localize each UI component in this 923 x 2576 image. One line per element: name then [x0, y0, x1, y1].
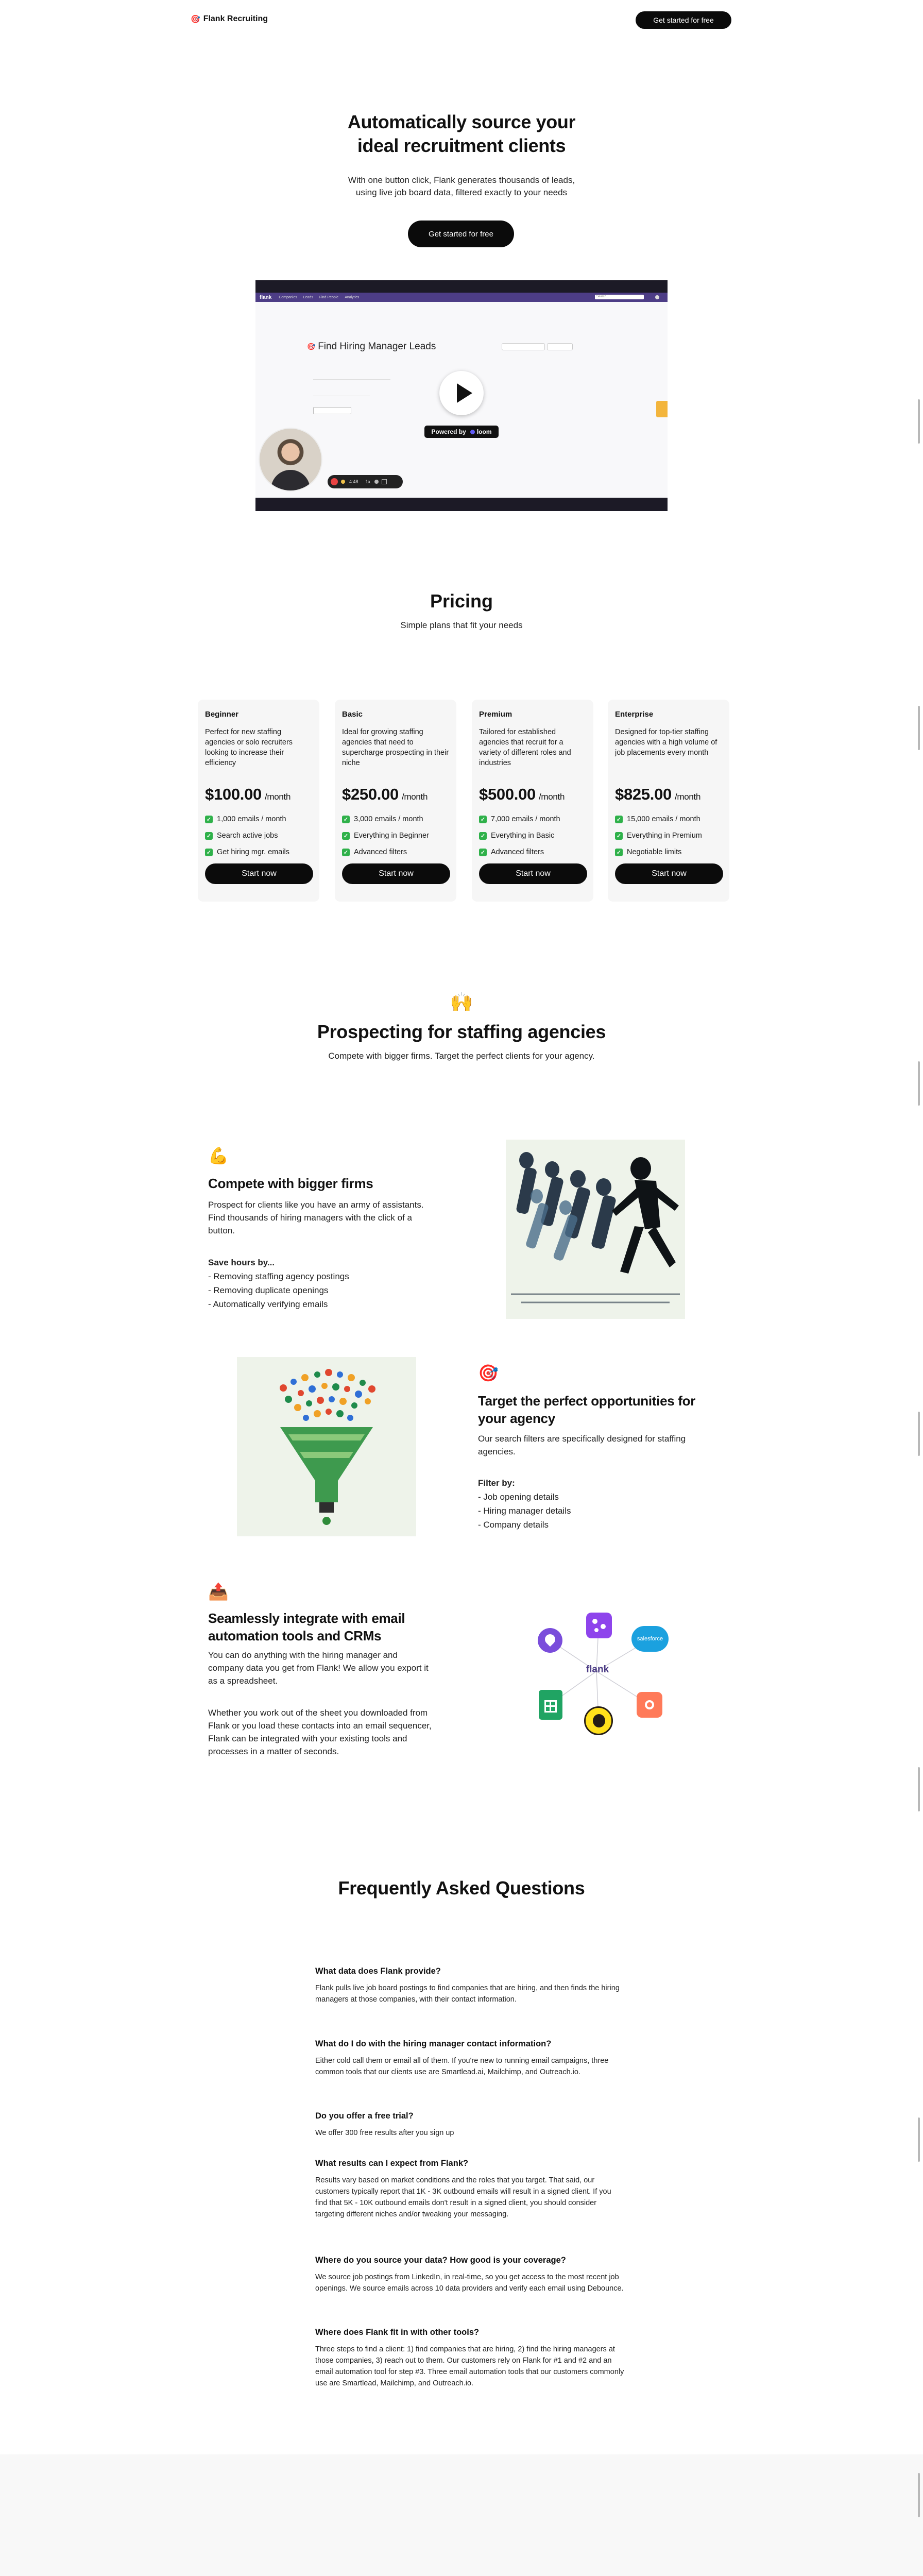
checkmark-icon: ✓ [479, 849, 487, 856]
play-button[interactable] [439, 371, 484, 415]
pricing-card [472, 700, 593, 902]
scroll-indicator [918, 399, 920, 444]
powered-by-label: Powered by [431, 428, 466, 435]
scroll-indicator [918, 1412, 920, 1456]
checkmark-icon: ✓ [479, 832, 487, 840]
video-duration: 4:48 [349, 479, 358, 484]
video-speed[interactable]: 1x [365, 479, 371, 484]
plan-feature-label: 15,000 emails / month [627, 815, 700, 823]
plan-feature [342, 827, 429, 844]
loom-logo-icon [470, 430, 475, 434]
plan-feature [479, 844, 560, 860]
app-nav-companies[interactable]: Companies [279, 295, 297, 299]
feature-target-list-item: - Job opening details [478, 1492, 559, 1502]
checkmark-icon: ✓ [205, 849, 213, 856]
checkmark-icon: ✓ [615, 849, 623, 856]
checkmark-icon: ✓ [342, 816, 350, 823]
outbox-tray-icon: 📤 [208, 1582, 229, 1601]
scroll-indicator [918, 1061, 920, 1106]
faq-title: Frequently Asked Questions [338, 1877, 585, 1899]
checkmark-icon: ✓ [342, 849, 350, 856]
faq-question[interactable]: Where does Flank fit in with other tools? [315, 2328, 480, 2337]
feature-target-list-item: - Company details [478, 1520, 549, 1530]
funnel-illustration [237, 1357, 416, 1536]
loom-brand: loom [476, 428, 492, 435]
plan-name: Beginner [205, 710, 239, 719]
feature-compete-title: Compete with bigger firms [208, 1176, 373, 1191]
plan-name: Basic [342, 710, 363, 719]
powered-by-badge[interactable] [424, 426, 499, 438]
faq-question[interactable]: What do I do with the hiring manager contact information? [315, 2039, 552, 2048]
presenter-webcam [259, 428, 322, 492]
checkmark-icon: ✓ [615, 816, 623, 823]
plan-price: $100.00 [205, 785, 262, 803]
plan-price: $825.00 [615, 785, 672, 803]
video-controls-bar[interactable] [328, 475, 403, 488]
play-icon [439, 371, 484, 415]
faq-answer: We source job postings from LinkedIn, in real-time, so you get access to the most recent job openings. We source emails across 10 data providers and verify each email using Debounce. [315, 2273, 624, 2293]
plan-period: /month [674, 792, 701, 802]
feature-integrate-body: You can do anything with the hiring manager and company data you get from Flank! We allow you export it as a spreadsheet. [208, 1650, 429, 1686]
plan-features [342, 811, 429, 860]
scroll-indicator [918, 2117, 920, 2162]
plan-feature-label: Negotiable limits [627, 848, 682, 856]
feature-compete-list-item: - Removing duplicate openings [208, 1285, 329, 1295]
plan-feature [615, 811, 702, 827]
feature-integrate-body-2: Whether you work out of the sheet you downloaded from Flank or you load these contacts into an email sequencer, Flank can be integrated with your existing tools and processes in a matter of seconds. [208, 1708, 432, 1756]
plan-feature-label: 1,000 emails / month [217, 815, 286, 823]
plan-feature-label: Search active jobs [217, 832, 278, 840]
app-nav-logo: flank [260, 294, 272, 300]
settings-icon[interactable] [374, 480, 379, 484]
hero-subtitle [0, 174, 923, 199]
app-page-title-row [307, 341, 436, 352]
plan-period: /month [264, 792, 291, 802]
record-icon[interactable] [331, 478, 338, 485]
feature-compete-list-title: Save hours by... [208, 1258, 275, 1267]
nav-get-started-button[interactable]: Get started for free [636, 11, 731, 29]
footer-cta-section [0, 2454, 923, 2576]
start-now-button[interactable]: Start now [479, 863, 587, 884]
hero-subtitle-line-2: using live job board data, filtered exactly to your needs [355, 188, 568, 197]
app-filter-chip[interactable] [502, 343, 545, 350]
running-crowd-image [506, 1140, 685, 1319]
plan-feature [479, 811, 560, 827]
flexed-biceps-icon: 💪 [208, 1146, 229, 1165]
plan-price: $250.00 [342, 785, 399, 803]
plan-feature-label: Advanced filters [491, 848, 544, 856]
pricing-card [335, 700, 456, 902]
feature-target-body: Our search filters are specifically designed for staffing agencies. [478, 1434, 686, 1456]
plan-feature [342, 844, 429, 860]
target-icon: 🎯 [307, 343, 316, 350]
feature-target-list-item: - Hiring manager details [478, 1506, 571, 1516]
plan-feature [479, 827, 560, 844]
pricing-title: Pricing [430, 590, 493, 612]
feature-compete-body: Prospect for clients like you have an army of assistants. Find thousands of hiring managers with the click of a button. [208, 1200, 424, 1235]
pricing-card [198, 700, 319, 902]
plan-price-row [205, 785, 290, 804]
plan-features [205, 811, 289, 860]
direct-hit-icon: 🎯 [478, 1364, 499, 1382]
scroll-indicator [918, 1767, 920, 1811]
funnel-image [237, 1357, 416, 1536]
feature-target-list-title: Filter by: [478, 1478, 515, 1488]
plan-feature [205, 844, 289, 860]
hero-title-line-1: Automatically source your [347, 111, 576, 132]
app-nav-analytics[interactable]: Analytics [345, 295, 360, 299]
feature-target-title: Target the perfect opportunities for your agency [478, 1393, 696, 1426]
plan-features [615, 811, 702, 860]
plan-description: Designed for top-tier staffing agencies with a high volume of job placements every month [615, 728, 717, 757]
faq-answer: Results vary based on market conditions and the roles that you target. That said, our customers typically report that 1K - 3K outbound emails will result in a signed client. If you find that 5K - 10K outbound emails don't result in a signed client, you should consider targeting different niches and/or tweaking your messaging. [315, 2176, 611, 2218]
checkmark-icon: ✓ [205, 816, 213, 823]
plan-feature [615, 844, 702, 860]
mailchimp-logo-icon [584, 1706, 613, 1735]
hero-title-line-2: ideal recruitment clients [357, 135, 566, 156]
plan-description: Tailored for established agencies that recruit for a variety of different roles and industries [479, 728, 571, 767]
loops-logo-icon [538, 1628, 562, 1653]
raised-hands-icon: 🙌 [450, 991, 473, 1012]
plan-feature-label: Everything in Basic [491, 832, 555, 840]
emoji-icon[interactable] [341, 480, 345, 484]
start-now-button[interactable]: Start now [342, 863, 450, 884]
make-logo-icon [586, 1613, 612, 1638]
checkmark-icon: ✓ [342, 832, 350, 840]
plan-period: /month [401, 792, 428, 802]
plan-period: /month [538, 792, 565, 802]
app-form-field[interactable] [313, 372, 390, 380]
demo-video[interactable] [255, 280, 668, 511]
start-now-button[interactable]: Start now [205, 863, 313, 884]
salesforce-logo-icon [631, 1626, 669, 1652]
faq-question[interactable]: Do you offer a free trial? [315, 2111, 414, 2121]
plan-price: $500.00 [479, 785, 536, 803]
plan-feature [205, 811, 289, 827]
plan-price-row [479, 785, 565, 804]
plan-feature-label: Everything in Premium [627, 832, 702, 840]
app-form-select[interactable] [313, 407, 351, 414]
plan-price-row [342, 785, 428, 804]
faq-answer: Flank pulls live job board postings to find companies that are hiring, and then finds the hiring managers at those companies, with their contact information. [315, 1984, 620, 2004]
app-filter-chip[interactable] [547, 343, 573, 350]
app-nav-leads[interactable]: Leads [303, 295, 313, 299]
faq-answer: We offer 300 free results after you sign up [315, 2129, 454, 2137]
presenter-body [271, 470, 310, 492]
integrations-diagram [523, 1603, 678, 1745]
app-nav-find-people[interactable]: Find People [319, 295, 339, 299]
plan-price-row [615, 785, 700, 804]
plan-feature-label: Get hiring mgr. emails [217, 848, 290, 856]
plan-description: Ideal for growing staffing agencies that need to supercharge prospecting in their niche [342, 728, 449, 767]
app-search-input[interactable]: Search... [595, 295, 644, 299]
app-form-field[interactable] [313, 388, 370, 396]
plan-name: Premium [479, 710, 512, 719]
prospecting-title: Prospecting for staffing agencies [317, 1021, 606, 1042]
google-sheets-logo-icon [539, 1690, 562, 1720]
salesforce-label: salesforce [637, 1636, 663, 1642]
running-crowd-illustration [506, 1140, 685, 1319]
integration-hub-label: flank [586, 1664, 609, 1675]
plan-feature-label: 7,000 emails / month [491, 815, 560, 823]
brand-name: Flank Recruiting [203, 14, 268, 23]
app-navbar [255, 293, 668, 302]
plan-description: Perfect for new staffing agencies or solo recruiters looking to increase their efficiency [205, 728, 293, 767]
feature-integrate-title: Seamlessly integrate with email automation tools and CRMs [208, 1611, 405, 1643]
fullscreen-icon[interactable] [382, 479, 387, 484]
plan-name: Enterprise [615, 710, 654, 719]
plan-feature [342, 811, 429, 827]
prospecting-subtitle: Compete with bigger firms. Target the perfect clients for your agency. [328, 1051, 595, 1061]
checkmark-icon: ✓ [479, 816, 487, 823]
checkmark-icon: ✓ [615, 832, 623, 840]
pricing-subtitle: Simple plans that fit your needs [400, 620, 523, 630]
faq-answer: Either cold call them or email all of them. If you're new to running email campaigns, three common tools that our clients use are Smartlead.ai, Mailchimp, and Outreach.io. [315, 2057, 609, 2076]
plan-feature-label: Everything in Beginner [354, 832, 429, 840]
pricing-card [608, 700, 729, 902]
faq-question[interactable]: Where do you source your data? How good is your coverage? [315, 2256, 566, 2265]
checkmark-icon: ✓ [205, 832, 213, 840]
app-page-title: Find Hiring Manager Leads [318, 341, 436, 352]
feature-compete-list-item: - Removing staffing agency postings [208, 1272, 349, 1281]
feature-compete-list-item: - Automatically verifying emails [208, 1299, 328, 1309]
plan-feature [205, 827, 289, 844]
hero-get-started-button[interactable]: Get started for free [408, 221, 514, 247]
faq-question[interactable]: What data does Flank provide? [315, 1967, 441, 1976]
plan-feature-label: Advanced filters [354, 848, 407, 856]
faq-answer: Three steps to find a client: 1) find companies that are hiring, 2) find the hiring managers at those companies, 3) reach out to them. Our customers rely on Flank for #1 and #2 and an email automation tool for step #3. Three email automation tools that our customers commonly use are Smartlead, Mailchimp, and Outreach.io. [315, 2345, 624, 2387]
scroll-indicator [918, 706, 920, 750]
plan-feature [615, 827, 702, 844]
plan-feature-label: 3,000 emails / month [354, 815, 423, 823]
brand-logo[interactable] [191, 14, 268, 24]
app-settings-icon[interactable] [655, 295, 659, 299]
scroll-indicator [918, 2473, 920, 2517]
start-now-button[interactable]: Start now [615, 863, 723, 884]
faq-question[interactable]: What results can I expect from Flank? [315, 2159, 469, 2168]
hero-subtitle-line-1: With one button click, Flank generates thousands of leads, [348, 175, 575, 185]
hero-title [0, 110, 923, 158]
app-side-tab[interactable] [656, 401, 668, 417]
hubspot-logo-icon [637, 1692, 662, 1718]
plan-features [479, 811, 560, 860]
target-icon: 🎯 [191, 15, 200, 24]
